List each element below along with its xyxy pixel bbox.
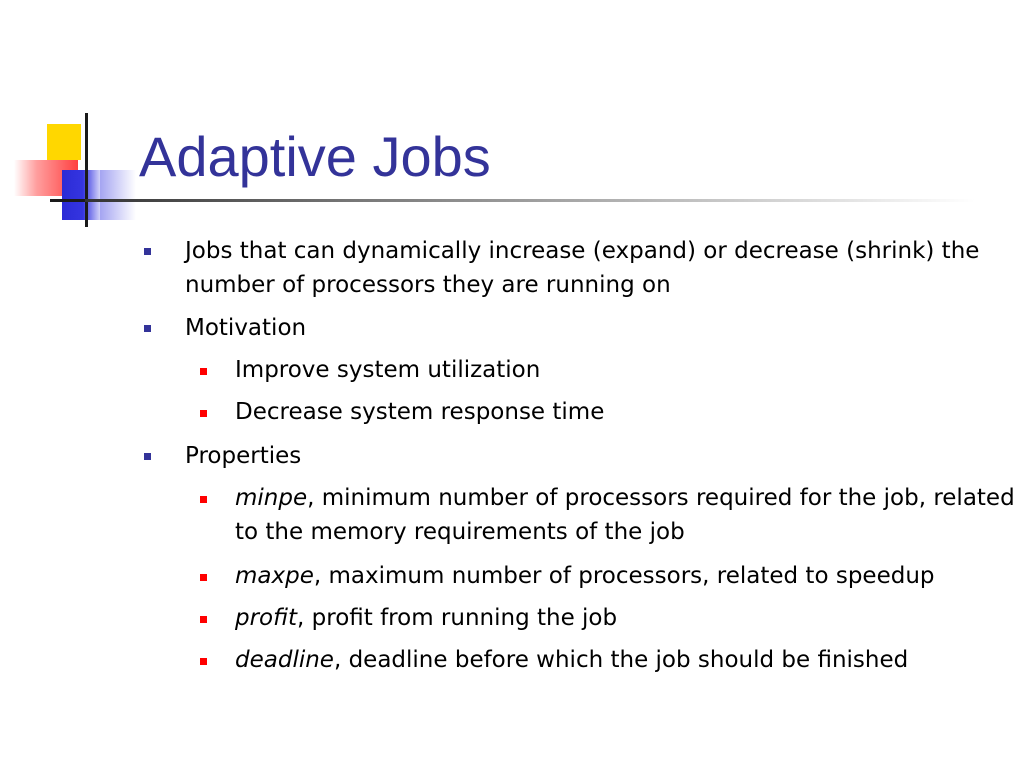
term-maxpe: maxpe (235, 563, 314, 589)
sub-bullet-response-time: Decrease system response time (235, 399, 605, 425)
bullet-jobs: Jobs that can dynamically increase (expand) or decrease (shrink) the number of processors they are running on (185, 238, 980, 298)
sub-bullet-square-icon (200, 368, 207, 375)
sub-bullet-profit (235, 601, 1015, 635)
bullet-square-icon (144, 453, 151, 460)
desc-profit: , profit from running the job (297, 605, 618, 631)
term-profit: profit (235, 605, 298, 631)
slide-title: Adaptive Jobs (139, 125, 491, 188)
sub-bullet-utilization: Improve system utilization (235, 357, 541, 383)
sub-bullet-square-icon (200, 574, 207, 581)
desc-maxpe: , maximum number of processors, related to speedup (313, 563, 935, 589)
bullet-motivation: Motivation (185, 315, 307, 341)
sub-bullet-square-icon (200, 658, 207, 665)
bullet-square-icon (144, 248, 151, 255)
term-minpe: minpe (235, 485, 308, 511)
sub-bullet-square-icon (200, 410, 207, 417)
bullet-square-icon (144, 325, 151, 332)
sub-bullet-deadline (235, 643, 1015, 677)
term-deadline: deadline (235, 647, 334, 673)
bullet-properties: Properties (185, 443, 302, 469)
sub-bullet-minpe (235, 481, 1015, 549)
sub-bullet-square-icon (200, 496, 207, 503)
desc-minpe: , minimum number of processors required for the job, related to the memory requirements of the job (235, 485, 1015, 545)
desc-deadline: , deadline before which the job should be finished (333, 647, 909, 673)
sub-bullet-square-icon (200, 616, 207, 623)
sub-bullet-maxpe (235, 559, 1015, 593)
